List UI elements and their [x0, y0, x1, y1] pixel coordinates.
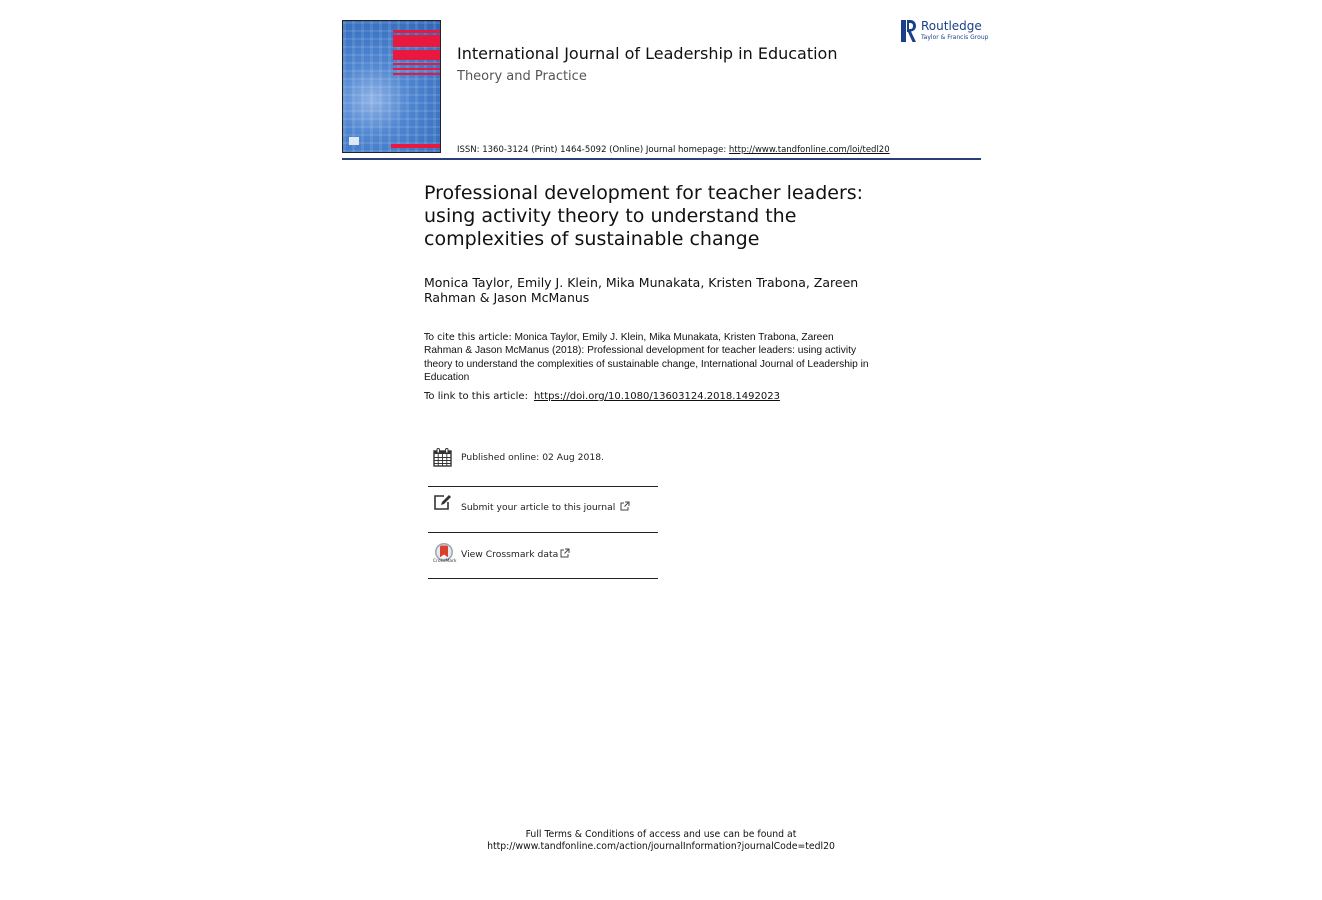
article-link-line	[424, 391, 780, 402]
header-divider	[342, 158, 981, 160]
cover-title-band	[393, 35, 440, 47]
footer-line: Full Terms & Conditions of access and use can be found at	[525, 829, 797, 840]
footer-url[interactable]: http://www.tandfonline.com/action/journalInformation?journalCode=tedl20	[487, 841, 835, 852]
cover-band	[393, 30, 440, 33]
article-title-line: complexities of sustainable change	[424, 228, 760, 250]
terms-footer	[420, 829, 902, 853]
crossmark-link[interactable]	[461, 548, 570, 560]
cover-title-band	[393, 50, 440, 60]
doi-link[interactable]: https://doi.org/10.1080/13603124.2018.1492023	[533, 391, 780, 402]
edit-icon	[433, 494, 453, 511]
submit-article-link[interactable]	[461, 501, 630, 513]
external-link-icon	[620, 501, 630, 511]
journal-title: International Journal of Leadership in Education	[457, 44, 838, 63]
link-label: To link to this article:	[424, 391, 528, 402]
article-title-line: using activity theory to understand the	[424, 205, 797, 227]
cover-band	[393, 63, 440, 65]
citation-text: Education	[424, 371, 470, 383]
cite-label: To cite this article:	[424, 332, 512, 343]
journal-subtitle: Theory and Practice	[457, 69, 587, 84]
divider	[428, 532, 658, 533]
article-title-line: Professional development for teacher leaders:	[424, 182, 864, 204]
calendar-icon	[433, 448, 452, 467]
crossmark-caption: CrossMark	[433, 559, 457, 564]
publisher-group: Taylor & Francis Group	[921, 34, 989, 41]
publisher-logo	[901, 19, 989, 43]
authors-line: Monica Taylor, Emily J. Klein, Mika Munakata, Kristen Trabona, Zareen	[424, 275, 859, 290]
journal-cover-image	[342, 20, 441, 153]
citation-block	[424, 331, 900, 384]
article-authors	[424, 275, 894, 305]
cover-publisher-logo	[349, 137, 359, 145]
crossmark-text: View Crossmark data	[461, 549, 559, 560]
published-online-text: Published online: 02 Aug 2018.	[461, 452, 604, 463]
divider	[428, 578, 658, 579]
article-title	[424, 182, 884, 251]
divider	[428, 486, 658, 487]
external-link-icon	[560, 548, 570, 558]
issn-line	[457, 145, 890, 155]
citation-text: Monica Taylor, Emily J. Klein, Mika Munakata, Kristen Trabona, Zareen	[511, 332, 834, 343]
citation-text: Rahman & Jason McManus (2018): Professional development for teacher leaders: using activity	[424, 345, 857, 357]
cover-band	[393, 68, 440, 70]
cover-band	[393, 73, 440, 75]
citation-text: theory to understand the complexities of sustainable change, International Journal of Leadership in	[424, 358, 869, 370]
submit-article-text: Submit your article to this journal	[461, 502, 616, 513]
publisher-name: Routledge	[921, 19, 982, 33]
authors-line: Rahman & Jason McManus	[424, 290, 590, 305]
routledge-r-icon	[901, 19, 917, 43]
cover-band	[391, 144, 440, 148]
journal-homepage-link[interactable]: http://www.tandfonline.com/loi/tedl20	[728, 145, 890, 155]
issn-text: ISSN: 1360-3124 (Print) 1464-5092 (Online) Journal homepage:	[457, 145, 729, 155]
